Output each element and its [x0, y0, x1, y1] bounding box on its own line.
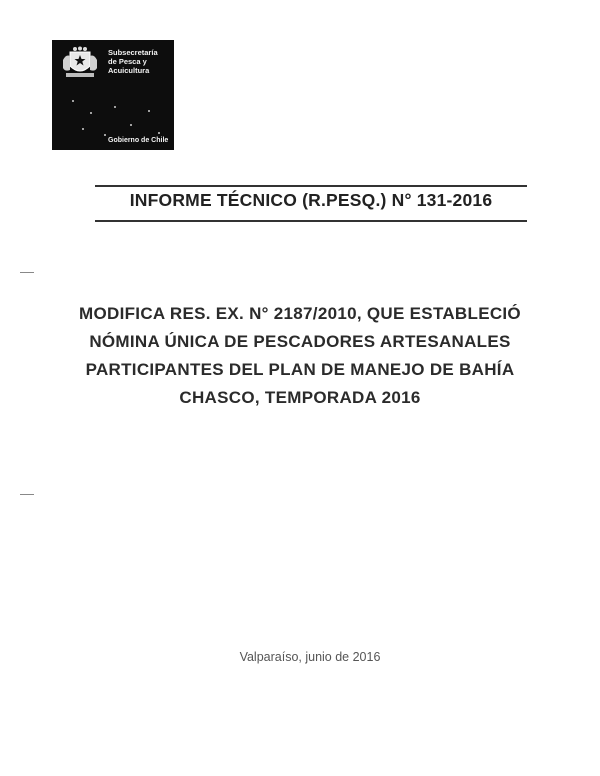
- subject-line: PARTICIPANTES DEL PLAN DE MANEJO DE BAHÍA: [85, 360, 515, 379]
- logo-agency-name: [108, 48, 170, 75]
- subject-line: MODIFICA RES. EX. N° 2187/2010, QUE ESTABLECIÓ: [79, 304, 521, 323]
- chile-coat-of-arms-icon: [60, 46, 100, 82]
- logo-line: Subsecretaría: [108, 48, 158, 57]
- title-rule-top: [95, 185, 527, 187]
- logo-line: de Pesca y: [108, 57, 147, 66]
- margin-mark: [20, 272, 34, 273]
- subject-line: NÓMINA ÚNICA DE PESCADORES ARTESANALES: [89, 332, 511, 351]
- government-logo: [52, 40, 174, 150]
- title-rule-bottom: [95, 220, 527, 222]
- place-and-date: Valparaíso, junio de 2016: [239, 650, 381, 664]
- logo-line: Acuicultura: [108, 66, 150, 75]
- logo-footer: Gobierno de Chile: [108, 137, 169, 144]
- document-subject: [70, 300, 530, 412]
- report-id: INFORME TÉCNICO (R.PESQ.) N° 131-2016: [129, 190, 493, 210]
- margin-mark: [20, 494, 34, 495]
- subject-line: CHASCO, TEMPORADA 2016: [179, 388, 421, 407]
